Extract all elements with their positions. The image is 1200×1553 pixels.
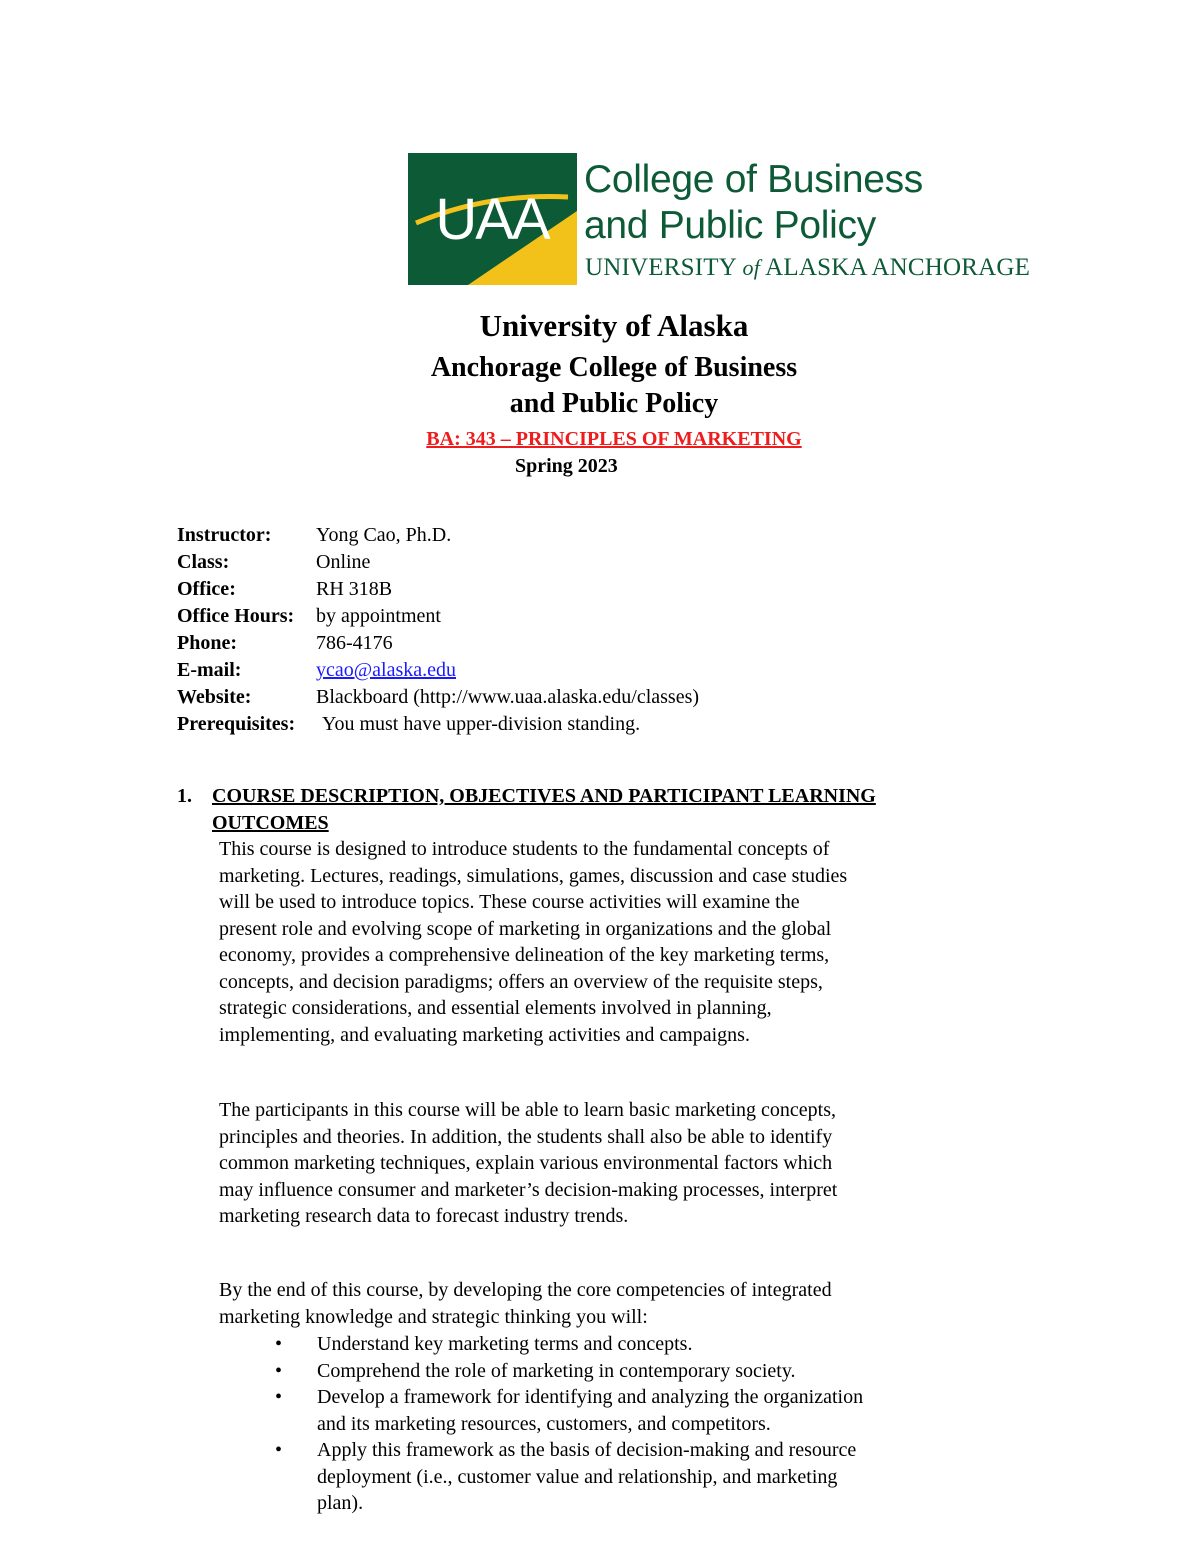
logo-monogram: UAA [435, 187, 549, 252]
info-label: E-mail: [177, 659, 242, 681]
bullet-icon: • [275, 1333, 283, 1355]
title-university: University of Alaska [479, 308, 749, 343]
text-line: concepts, and decision paradigms; offers an overview of the requisite steps, [219, 970, 823, 993]
section-title-line: COURSE DESCRIPTION, OBJECTIVES AND PARTICIPANT LEARNING [212, 785, 876, 807]
email-link[interactable]: ycao@alaska.edu [316, 659, 457, 681]
info-value: Online [316, 551, 371, 573]
section-number: 1. [177, 785, 192, 807]
text-line: Develop a framework for identifying and analyzing the organization [317, 1386, 864, 1408]
text-line: plan). [317, 1492, 364, 1514]
text-line: deployment (i.e., customer value and relationship, and marketing [317, 1465, 838, 1488]
section-title [212, 783, 1012, 837]
text-line: present role and evolving scope of marketing in organizations and the global [219, 917, 832, 940]
learning-outcomes-paragraph [219, 1097, 979, 1230]
title-college: Anchorage College of Business [430, 352, 798, 383]
text-line: marketing research data to forecast industry trends. [219, 1205, 629, 1227]
text-line: By the end of this course, by developing the core competencies of integrated [219, 1279, 832, 1301]
text-line: The participants in this course will be able to learn basic marketing concepts, [219, 1099, 837, 1121]
info-label: Office Hours: [177, 605, 295, 627]
logo-line1: College of Business [584, 158, 923, 201]
logo-line2: and Public Policy [584, 204, 876, 247]
text-line: economy, provides a comprehensive delineation of the key marketing terms, [219, 944, 830, 966]
competencies-paragraph [219, 1277, 979, 1330]
text-line: marketing knowledge and strategic thinking you will: [219, 1305, 648, 1328]
text-line: common marketing techniques, explain various environmental factors which [219, 1152, 833, 1174]
text-line: This course is designed to introduce students to the fundamental concepts of [219, 838, 830, 860]
list-item [219, 1331, 999, 1358]
title-policy: and Public Policy [509, 388, 719, 419]
course-title: BA: 343 – PRINCIPLES OF MARKETING [426, 428, 802, 450]
text-line: may influence consumer and marketer’s decision-making processes, interpret [219, 1178, 838, 1201]
info-label: Phone: [177, 632, 237, 654]
text-line: Understand key marketing terms and concepts. [317, 1333, 693, 1355]
course-term: Spring 2023 [515, 455, 618, 477]
list-item [219, 1358, 999, 1385]
text-line: Comprehend the role of marketing in contemporary society. [317, 1359, 796, 1382]
bullet-icon: • [275, 1439, 283, 1461]
text-line: Apply this framework as the basis of decision-making and resource [317, 1439, 857, 1461]
objectives-list [219, 1331, 999, 1517]
info-label: Instructor: [177, 524, 272, 546]
logo-line3-a: UNIVERSITY [585, 254, 737, 281]
course-description-paragraph [219, 836, 979, 1048]
logo-line3 [585, 253, 1030, 283]
bullet-icon: • [275, 1359, 283, 1382]
text-line: and its marketing resources, customers, and competitors. [317, 1412, 771, 1435]
list-item [219, 1384, 999, 1437]
list-item [219, 1437, 999, 1517]
info-value: RH 318B [316, 578, 393, 600]
text-line: strategic considerations, and essential elements involved in planning, [219, 997, 772, 1019]
text-line: marketing. Lectures, readings, simulations, games, discussion and case studies [219, 864, 848, 887]
logo-line3-b: ALASKA ANCHORAGE [765, 254, 1031, 281]
info-value: 786-4176 [316, 632, 393, 654]
info-label: Office: [177, 578, 236, 600]
section-title-line: OUTCOMES [212, 812, 329, 834]
logo-line3-of: of [742, 255, 761, 280]
info-label: Website: [177, 686, 252, 708]
text-line: will be used to introduce topics. These course activities will examine the [219, 891, 800, 913]
college-logo [408, 153, 1048, 285]
info-label: Class: [177, 551, 230, 573]
info-label: Prerequisites: [177, 713, 296, 735]
info-value: Blackboard (http://www.uaa.alaska.edu/classes) [316, 686, 700, 708]
text-line: principles and theories. In addition, the students shall also be able to identify [219, 1125, 833, 1148]
uaa-logo-mark [408, 153, 577, 285]
bullet-icon: • [275, 1386, 283, 1408]
info-value: by appointment [316, 605, 441, 627]
text-line: implementing, and evaluating marketing activities and campaigns. [219, 1023, 750, 1046]
info-value: You must have upper-division standing. [322, 713, 641, 735]
info-value: Yong Cao, Ph.D. [316, 524, 452, 546]
